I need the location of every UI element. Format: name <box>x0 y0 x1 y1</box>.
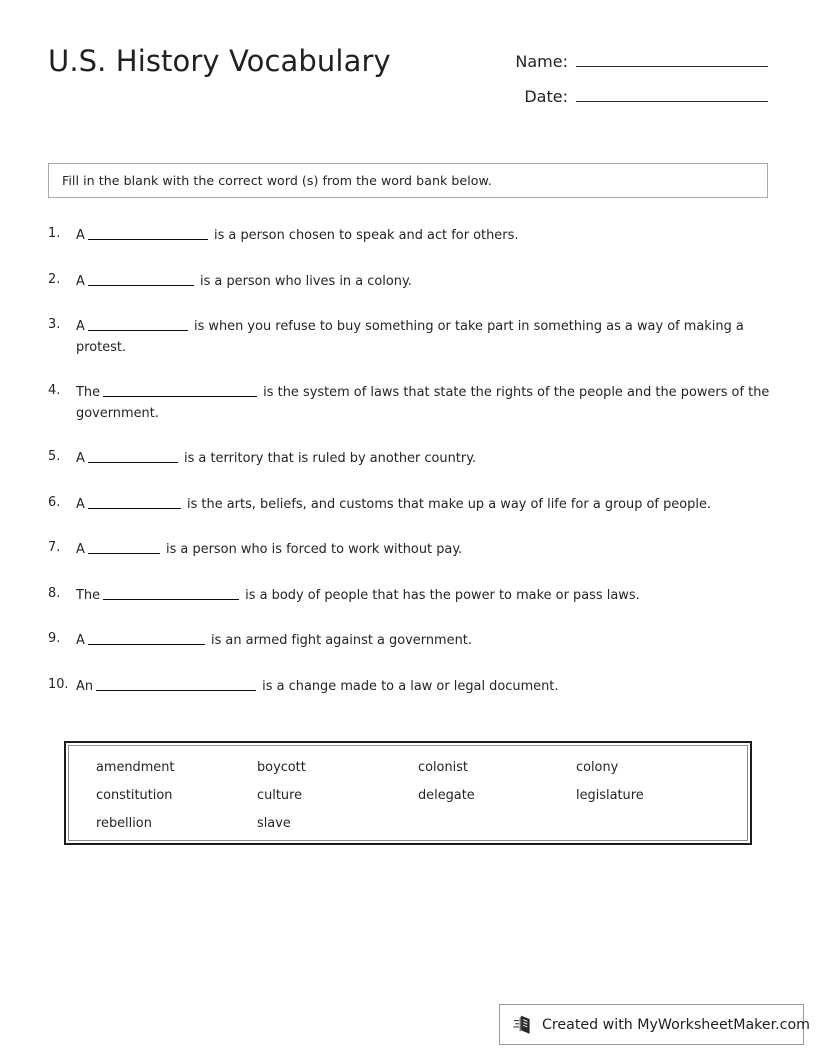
question-number: 4. <box>48 383 61 398</box>
name-input-line[interactable] <box>576 50 768 67</box>
question-text: is a body of people that has the power to make or pass laws. <box>245 587 640 603</box>
word-bank-item: colonist <box>418 760 468 775</box>
question-body <box>76 272 772 293</box>
page-title: U.S. History Vocabulary <box>48 44 391 78</box>
instruction-box <box>48 163 768 198</box>
word-bank-item: rebellion <box>96 816 152 831</box>
question-lead-text: A <box>76 451 85 466</box>
question-lead-text: A <box>76 228 85 243</box>
question-text: is when you refuse to buy something or take part in something as a way of making a protest. <box>76 319 744 355</box>
question-body <box>76 449 772 470</box>
date-field-label: Date: <box>524 87 568 106</box>
word-bank-item: boycott <box>257 760 306 775</box>
question-lead-text: A <box>76 273 85 289</box>
word-bank-grid <box>96 759 747 833</box>
answer-blank[interactable] <box>103 383 257 397</box>
worksheet-header <box>0 44 816 124</box>
word-bank-item: amendment <box>96 760 175 775</box>
answer-blank[interactable] <box>88 226 208 240</box>
student-info-fields <box>478 50 768 120</box>
answer-blank[interactable] <box>88 631 205 645</box>
footer-badge-label: Created with MyWorksheetMaker.com <box>542 1016 810 1033</box>
question-number: 6. <box>48 494 61 510</box>
answer-blank[interactable] <box>88 317 188 331</box>
word-bank-item: legislature <box>576 788 644 803</box>
date-input-line[interactable] <box>576 85 768 102</box>
question-body <box>76 495 772 516</box>
question-lead-text: The <box>76 385 101 400</box>
instruction-text: Fill in the blank with the correct word (s) from the word bank below. <box>62 173 492 188</box>
question-number: 9. <box>48 631 61 646</box>
word-bank-item: constitution <box>96 788 173 803</box>
question-item <box>48 272 772 293</box>
question-body <box>76 631 772 652</box>
question-body <box>76 383 772 424</box>
question-item <box>48 226 772 247</box>
date-field-row <box>478 85 768 106</box>
word-bank-item: slave <box>257 816 291 831</box>
question-number: 7. <box>48 540 61 555</box>
question-body <box>76 540 772 561</box>
question-item <box>48 586 772 607</box>
question-item <box>48 449 772 470</box>
question-item <box>48 631 772 652</box>
question-item <box>48 540 772 561</box>
word-bank-item: delegate <box>418 788 475 803</box>
question-body <box>76 317 772 358</box>
question-lead-text: A <box>76 633 85 648</box>
word-bank-item: culture <box>257 788 303 803</box>
question-number: 1. <box>48 226 61 241</box>
question-text: is the system of laws that state the rights of the people and the powers of the government. <box>76 385 770 421</box>
word-bank-inner-border <box>68 745 748 841</box>
question-text: is a person who is forced to work without pay. <box>165 542 463 557</box>
question-number: 10. <box>48 676 69 692</box>
question-lead-text: An <box>76 678 94 694</box>
question-lead-text: The <box>76 587 101 603</box>
question-text: is an armed fight against a government. <box>210 633 472 648</box>
question-item <box>48 495 772 516</box>
question-number: 8. <box>48 585 61 601</box>
question-number: 3. <box>48 317 61 332</box>
answer-blank[interactable] <box>103 586 239 600</box>
word-bank <box>64 741 752 845</box>
question-body <box>76 677 772 698</box>
question-text: is the arts, beliefs, and customs that make up a way of life for a group of people. <box>186 496 712 512</box>
answer-blank[interactable] <box>88 449 178 463</box>
question-number: 2. <box>48 271 61 287</box>
question-lead-text: A <box>76 496 85 512</box>
answer-blank[interactable] <box>88 495 181 509</box>
question-text: is a person who lives in a colony. <box>199 273 412 289</box>
question-lead-text: A <box>76 319 85 334</box>
question-text: is a territory that is ruled by another country. <box>183 451 477 466</box>
answer-blank[interactable] <box>96 677 256 691</box>
footer-badge[interactable] <box>499 1004 810 1045</box>
question-item <box>48 677 772 698</box>
question-body <box>76 586 772 607</box>
question-item <box>48 317 772 358</box>
question-list <box>48 226 772 722</box>
question-lead-text: A <box>76 542 85 557</box>
answer-blank[interactable] <box>88 540 160 554</box>
name-field-row <box>478 50 768 71</box>
question-text: is a change made to a law or legal document. <box>262 678 559 694</box>
question-body <box>76 226 772 247</box>
answer-blank[interactable] <box>88 272 194 286</box>
myworksheetmaker-logo-icon <box>512 1013 536 1037</box>
question-text: is a person chosen to speak and act for others. <box>213 228 519 243</box>
word-bank-item: colony <box>576 760 619 775</box>
name-field-label: Name: <box>515 52 568 71</box>
question-number: 5. <box>48 449 61 464</box>
question-item <box>48 383 772 424</box>
